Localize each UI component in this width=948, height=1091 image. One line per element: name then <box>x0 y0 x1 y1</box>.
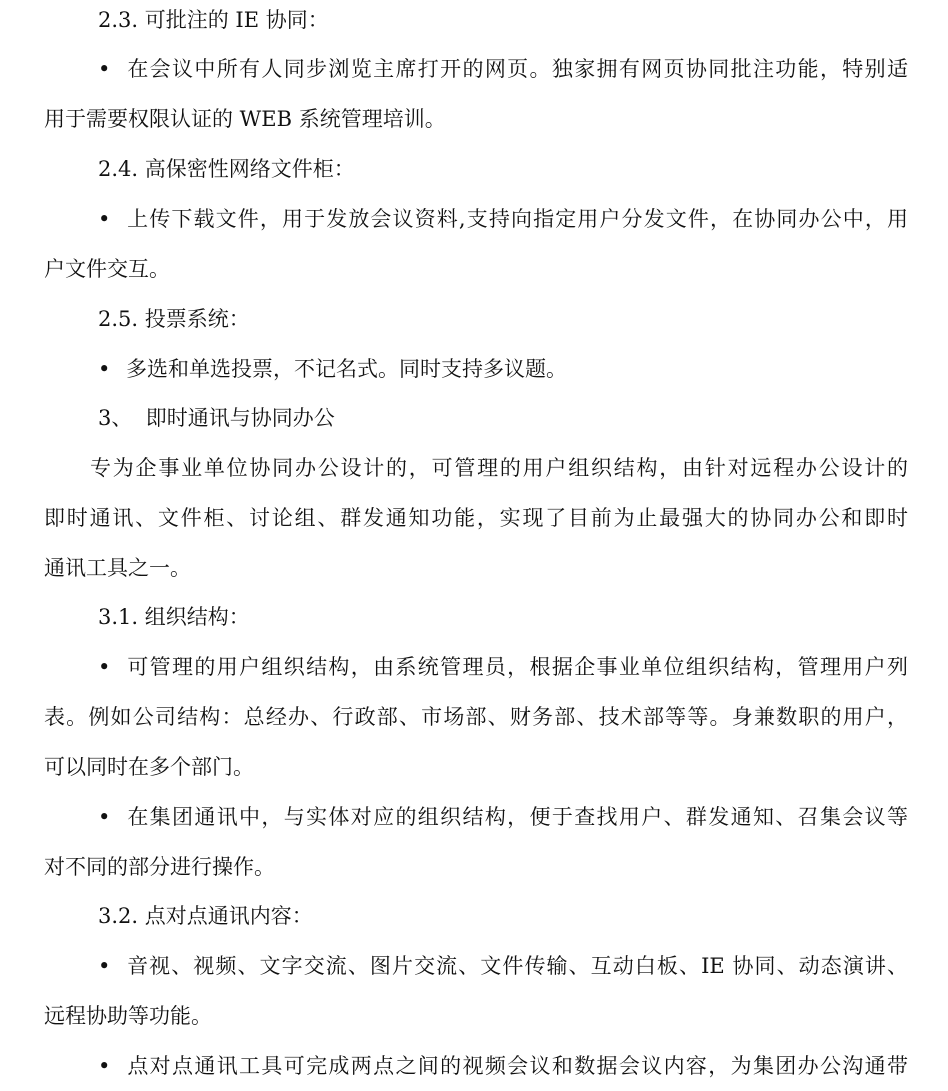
bullet-icon: • <box>98 655 111 679</box>
bullet-icon: • <box>98 357 111 381</box>
bullet-text: 可管理的用户组织结构，由系统管理员，根据企事业单位组织结构，管理用户列 <box>126 655 908 679</box>
bullet-text: 点对点通讯工具可完成两点之间的视频会议和数据会议内容，为集团办公沟通带 <box>126 1054 908 1078</box>
bullet-text: 上传下载文件，用于发放会议资料,支持向指定用户分发文件，在协同办公中，用 <box>126 207 908 231</box>
paragraph-line: 表。例如公司结构：总经办、行政部、市场部、财务部、技术部等等。身兼数职的用户， <box>44 705 908 729</box>
list-item <box>98 1052 908 1080</box>
paragraph-line: 户文件交互。 <box>44 257 170 281</box>
bullet-text: 音视、视频、文字交流、图片交流、文件传输、互动白板、IE 协同、动态演讲、 <box>126 954 908 978</box>
section-2-5-title: 2.5. 投票系统： <box>98 307 250 331</box>
list-item <box>98 55 908 83</box>
list-item <box>98 205 908 233</box>
bullet-icon: • <box>98 1054 111 1078</box>
paragraph-line: 远程协助等功能。 <box>44 1004 212 1028</box>
list-item <box>98 952 908 980</box>
paragraph-line: 通讯工具之一。 <box>44 556 191 580</box>
bullet-icon: • <box>98 954 111 978</box>
paragraph-line: 用于需要权限认证的 WEB 系统管理培训。 <box>44 107 446 131</box>
bullet-icon: • <box>98 805 111 829</box>
section-3-1-title: 3.1. 组织结构： <box>98 605 250 629</box>
section-2-3-title: 2.3. 可批注的 IE 协同： <box>98 8 329 32</box>
list-item <box>98 653 908 681</box>
paragraph-line: 对不同的部分进行操作。 <box>44 855 275 879</box>
section-2-4-title: 2.4. 高保密性网络文件柜： <box>98 157 355 181</box>
section-3-2-title: 3.2. 点对点通讯内容： <box>98 904 313 928</box>
bullet-text: 多选和单选投票，不记名式。同时支持多议题。 <box>126 357 567 381</box>
bullet-icon: • <box>98 207 111 231</box>
bullet-text: 在集团通讯中，与实体对应的组织结构，便于查找用户、群发通知、召集会议等 <box>126 805 908 829</box>
paragraph-line: 即时通讯、文件柜、讨论组、群发通知功能，实现了目前为止最强大的协同办公和即时 <box>44 506 908 530</box>
list-item <box>98 803 908 831</box>
bullet-text: 在会议中所有人同步浏览主席打开的网页。独家拥有网页协同批注功能，特别适 <box>126 57 908 81</box>
section-3-title: 3、 即时通讯与协同办公 <box>98 406 335 430</box>
bullet-icon: • <box>98 57 111 81</box>
paragraph-line: 专为企事业单位协同办公设计的，可管理的用户组织结构，由针对远程办公设计的 <box>90 456 908 480</box>
list-item <box>98 355 908 383</box>
paragraph-line: 可以同时在多个部门。 <box>44 755 254 779</box>
